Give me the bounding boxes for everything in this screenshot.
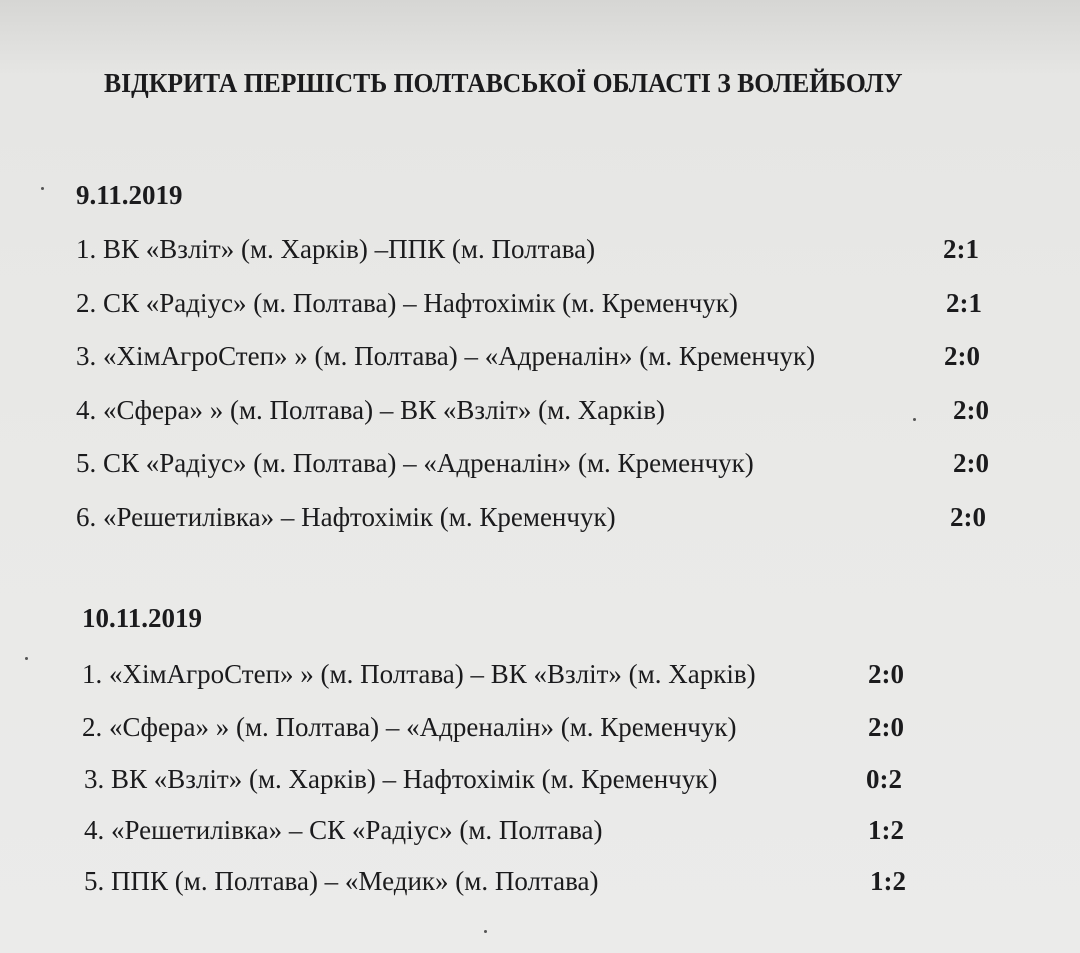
match-text: 1. ВК «Взліт» (м. Харків) –ППК (м. Полтава) <box>76 234 596 264</box>
match-score: 2:0 <box>868 712 904 742</box>
match-text: 3. ВК «Взліт» (м. Харків) – Нафтохімік (м. Кременчук) <box>84 764 718 794</box>
match-score: 2:0 <box>953 448 989 478</box>
match-text: 4. «Сфера» » (м. Полтава) – ВК «Взліт» (м. Харків) <box>76 395 666 425</box>
match-score: 2:1 <box>946 288 982 318</box>
match-score: 2:0 <box>953 395 989 425</box>
round-date: 9.11.2019 <box>76 180 183 210</box>
match-text: 2. «Сфера» » (м. Полтава) – «Адреналін» (м. Кременчук) <box>82 712 737 742</box>
match-text: 1. «ХімАгроСтеп» » (м. Полтава) – ВК «Взліт» (м. Харків) <box>82 659 756 689</box>
match-score: 2:1 <box>943 234 979 264</box>
match-score: 1:2 <box>868 815 904 845</box>
paper-speck <box>913 418 916 421</box>
match-text: 6. «Решетилівка» – Нафтохімік (м. Кременчук) <box>76 502 616 532</box>
match-score: 0:2 <box>866 764 902 794</box>
match-score: 2:0 <box>950 502 986 532</box>
match-text: 5. СК «Радіус» (м. Полтава) – «Адреналін» (м. Кременчук) <box>76 448 754 478</box>
paper-speck <box>25 657 28 660</box>
match-score: 1:2 <box>870 866 906 896</box>
match-text: 5. ППК (м. Полтава) – «Медик» (м. Полтава) <box>84 866 599 896</box>
paper-speck <box>484 930 487 933</box>
paper-speck <box>41 187 44 190</box>
match-score: 2:0 <box>944 341 980 371</box>
match-text: 4. «Решетилівка» – СК «Радіус» (м. Полтава) <box>84 815 603 845</box>
round-date: 10.11.2019 <box>82 603 203 633</box>
match-text: 2. СК «Радіус» (м. Полтава) – Нафтохімік (м. Кременчук) <box>76 288 738 318</box>
page-title: ВІДКРИТА ПЕРШІСТЬ ПОЛТАВСЬКОЇ ОБЛАСТІ З ВОЛЕЙБОЛУ <box>104 68 903 98</box>
match-score: 2:0 <box>868 659 904 689</box>
match-text: 3. «ХімАгроСтеп» » (м. Полтава) – «Адреналін» (м. Кременчук) <box>76 341 816 371</box>
